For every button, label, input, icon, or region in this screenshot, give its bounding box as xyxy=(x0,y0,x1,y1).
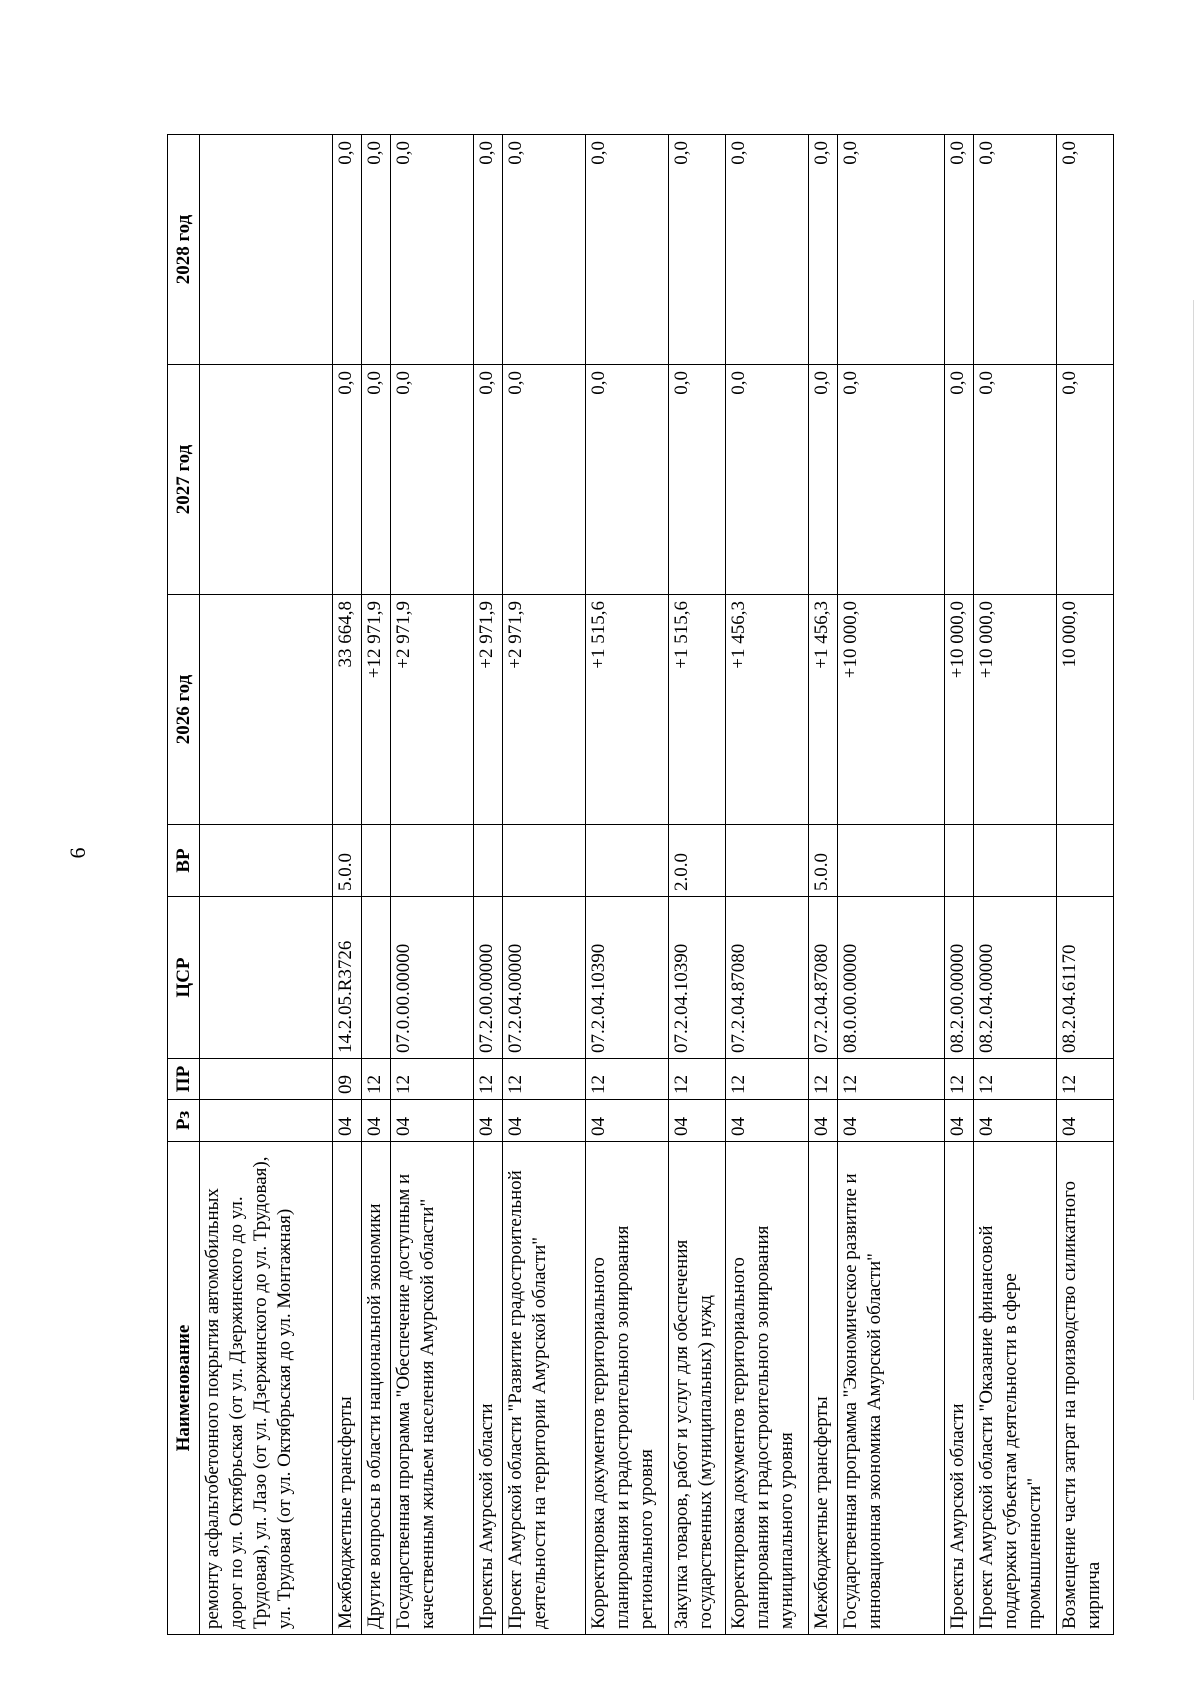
cell-rz: 04 xyxy=(838,1100,945,1142)
cell-2028: 0,0 xyxy=(503,135,586,365)
cell-2028: 0,0 xyxy=(974,135,1057,365)
cell-pr: 12 xyxy=(362,1059,391,1100)
cell-pr: 12 xyxy=(503,1059,586,1100)
cell-csr: 07.2.04.87080 xyxy=(809,897,838,1059)
cell-name: Государственная программа "Обеспечение доступным и качественным жильем населения Амурской области" xyxy=(391,1142,474,1635)
cell-name: Межбюджетные трансферты xyxy=(333,1142,362,1635)
header-2028: 2028 год xyxy=(168,135,200,365)
cell-vr xyxy=(391,825,474,897)
page-number: 6 xyxy=(65,847,90,859)
header-rz: Рз xyxy=(168,1100,200,1142)
cell-2027: 0,0 xyxy=(586,365,669,595)
cell-2027: 0,0 xyxy=(474,365,503,595)
cell-csr: 08.2.04.61170 xyxy=(1057,897,1114,1059)
table-row xyxy=(669,135,726,1635)
cell-csr: 08.2.04.00000 xyxy=(974,897,1057,1059)
cell-rz: 04 xyxy=(974,1100,1057,1142)
cell-2027: 0,0 xyxy=(974,365,1057,595)
cell-2027: 0,0 xyxy=(838,365,945,595)
header-csr: ЦСР xyxy=(168,897,200,1059)
cell-rz xyxy=(200,1100,333,1142)
cell-2027: 0,0 xyxy=(391,365,474,595)
cell-2028: 0,0 xyxy=(669,135,726,365)
cell-2028: 0,0 xyxy=(474,135,503,365)
cell-name: Государственная программа "Экономическое развитие и инновационная экономика Амурской области" xyxy=(838,1142,945,1635)
cell-2027: 0,0 xyxy=(333,365,362,595)
cell-csr: 14.2.05.R3726 xyxy=(333,897,362,1059)
cell-2028: 0,0 xyxy=(945,135,974,365)
table-row xyxy=(200,135,333,1635)
cell-pr xyxy=(200,1059,333,1100)
cell-2026: 33 664,8 xyxy=(333,595,362,825)
cell-rz: 04 xyxy=(474,1100,503,1142)
cell-name: Проект Амурской области "Развитие градостроительной деятельности на территории Амурской области" xyxy=(503,1142,586,1635)
cell-2027: 0,0 xyxy=(503,365,586,595)
header-vr: ВР xyxy=(168,825,200,897)
cell-csr: 08.2.00.00000 xyxy=(945,897,974,1059)
cell-vr xyxy=(974,825,1057,897)
table-row xyxy=(726,135,809,1635)
cell-2027: 0,0 xyxy=(1057,365,1114,595)
cell-rz: 04 xyxy=(726,1100,809,1142)
cell-vr xyxy=(503,825,586,897)
table-row xyxy=(945,135,974,1635)
cell-pr: 09 xyxy=(333,1059,362,1100)
cell-name: Проект Амурской области "Оказание финансовой поддержки субъектам деятельности в сфере промышленности" xyxy=(974,1142,1057,1635)
cell-pr: 12 xyxy=(669,1059,726,1100)
table-row xyxy=(974,135,1057,1635)
cell-pr: 12 xyxy=(586,1059,669,1100)
cell-vr: 5.0.0 xyxy=(333,825,362,897)
table-row xyxy=(586,135,669,1635)
table-row xyxy=(503,135,586,1635)
cell-vr xyxy=(362,825,391,897)
cell-2026: +1 456,3 xyxy=(726,595,809,825)
header-pr: ПР xyxy=(168,1059,200,1100)
cell-pr: 12 xyxy=(974,1059,1057,1100)
cell-rz: 04 xyxy=(945,1100,974,1142)
cell-rz: 04 xyxy=(391,1100,474,1142)
cell-2027: 0,0 xyxy=(362,365,391,595)
cell-vr: 5.0.0 xyxy=(809,825,838,897)
cell-2028 xyxy=(200,135,333,365)
cell-vr xyxy=(474,825,503,897)
cell-2026: 10 000,0 xyxy=(1057,595,1114,825)
cell-2028: 0,0 xyxy=(391,135,474,365)
table-row xyxy=(1057,135,1114,1635)
cell-2026: +1 515,6 xyxy=(586,595,669,825)
cell-rz: 04 xyxy=(669,1100,726,1142)
table-row xyxy=(362,135,391,1635)
cell-rz: 04 xyxy=(333,1100,362,1142)
cell-2028: 0,0 xyxy=(838,135,945,365)
cell-2028: 0,0 xyxy=(726,135,809,365)
cell-pr: 12 xyxy=(1057,1059,1114,1100)
cell-pr: 12 xyxy=(474,1059,503,1100)
header-2026: 2026 год xyxy=(168,595,200,825)
cell-name: Закупка товаров, работ и услуг для обеспечения государственных (муниципальных) нужд xyxy=(669,1142,726,1635)
budget-table xyxy=(167,134,1114,1635)
cell-vr xyxy=(200,825,333,897)
cell-name: Возмещение части затрат на производство силикатного кирпича xyxy=(1057,1142,1114,1635)
cell-2028: 0,0 xyxy=(362,135,391,365)
cell-name: Другие вопросы в области национальной экономики xyxy=(362,1142,391,1635)
cell-vr xyxy=(945,825,974,897)
cell-csr xyxy=(200,897,333,1059)
cell-rz: 04 xyxy=(809,1100,838,1142)
table-row xyxy=(391,135,474,1635)
cell-2027: 0,0 xyxy=(669,365,726,595)
cell-csr: 07.2.00.00000 xyxy=(474,897,503,1059)
cell-2027 xyxy=(200,365,333,595)
cell-2027: 0,0 xyxy=(809,365,838,595)
cell-name: Корректировка документов территориального планирования и градостроительного зонирования регионального уровня xyxy=(586,1142,669,1635)
rotated-table-wrapper xyxy=(167,135,1195,1635)
table-row xyxy=(809,135,838,1635)
cell-rz: 04 xyxy=(362,1100,391,1142)
cell-pr: 12 xyxy=(726,1059,809,1100)
cell-rz: 04 xyxy=(503,1100,586,1142)
cell-rz: 04 xyxy=(586,1100,669,1142)
cell-pr: 12 xyxy=(809,1059,838,1100)
cell-2026: +10 000,0 xyxy=(838,595,945,825)
cell-vr xyxy=(726,825,809,897)
cell-csr xyxy=(362,897,391,1059)
cell-2026: +2 971,9 xyxy=(474,595,503,825)
cell-rz: 04 xyxy=(1057,1100,1114,1142)
cell-2026: +10 000,0 xyxy=(974,595,1057,825)
cell-csr: 07.2.04.87080 xyxy=(726,897,809,1059)
cell-2027: 0,0 xyxy=(945,365,974,595)
table-row xyxy=(333,135,362,1635)
cell-name: Проекты Амурской области xyxy=(474,1142,503,1635)
cell-pr: 12 xyxy=(391,1059,474,1100)
cell-name: Проекты Амурской области xyxy=(945,1142,974,1635)
cell-2028: 0,0 xyxy=(333,135,362,365)
cell-pr: 12 xyxy=(838,1059,945,1100)
cell-vr: 2.0.0 xyxy=(669,825,726,897)
cell-name: Межбюджетные трансферты xyxy=(809,1142,838,1635)
header-2027: 2027 год xyxy=(168,365,200,595)
cell-2026: +10 000,0 xyxy=(945,595,974,825)
cell-2028: 0,0 xyxy=(809,135,838,365)
cell-name: ремонту асфальтобетонного покрытия автомобильных дорог по ул. Октябрьская (от ул. Дзержинского до ул. Трудовая), ул. Лазо (от ул. Дзержинского до ул. Трудовая), ул. Трудовая (от ул. Октябрьская до ул. Монтажная) xyxy=(200,1142,333,1635)
cell-2028: 0,0 xyxy=(586,135,669,365)
cell-vr xyxy=(838,825,945,897)
cell-csr: 07.2.04.10390 xyxy=(586,897,669,1059)
cell-csr: 07.2.04.10390 xyxy=(669,897,726,1059)
cell-2026: +2 971,9 xyxy=(503,595,586,825)
cell-pr: 12 xyxy=(945,1059,974,1100)
cell-2026: +12 971,9 xyxy=(362,595,391,825)
cell-2026 xyxy=(200,595,333,825)
cell-2026: +1 515,6 xyxy=(669,595,726,825)
cell-name: Корректировка документов территориального планирования и градостроительного зонирования муниципального уровня xyxy=(726,1142,809,1635)
cell-csr: 07.0.00.00000 xyxy=(391,897,474,1059)
cell-2026: +2 971,9 xyxy=(391,595,474,825)
table-header-row xyxy=(168,135,200,1635)
cell-2028: 0,0 xyxy=(1057,135,1114,365)
cell-csr: 08.0.00.00000 xyxy=(838,897,945,1059)
table-row xyxy=(474,135,503,1635)
cell-2027: 0,0 xyxy=(726,365,809,595)
table-row xyxy=(838,135,945,1635)
cell-2026: +1 456,3 xyxy=(809,595,838,825)
header-name: Наименование xyxy=(168,1142,200,1635)
cell-vr xyxy=(586,825,669,897)
cell-vr xyxy=(1057,825,1114,897)
cell-csr: 07.2.04.00000 xyxy=(503,897,586,1059)
